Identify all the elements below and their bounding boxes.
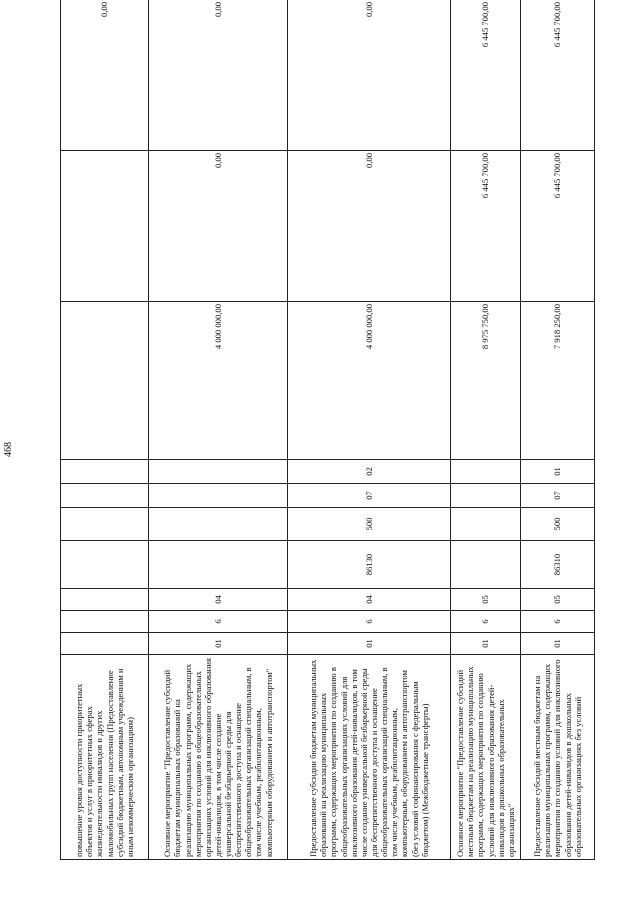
amount-1: 4 000 000,00 <box>288 302 451 460</box>
program-code: 01 <box>288 633 451 655</box>
section-code <box>451 484 521 508</box>
amount-2: 6 445 700,00 <box>521 151 595 302</box>
program-code: 01 <box>451 633 521 655</box>
row-description: Основное мероприятие "Предоставление субсидий бюджетам муниципальных образований на реализацию муниципальных программ, содержащих мероприятия по созданию в общеобразовательных организациях условий для инклюзивного образования детей-инвалидов, в том числе создание универсальной безбарьерной среды для беспрепятственного доступа и оснащение общеобразовательных организаций специальным, в том числе учебным, реабилитационным, компьютерным оборудованием и автотранспортом" <box>149 655 288 860</box>
direction-code <box>149 541 288 589</box>
section-code <box>149 484 288 508</box>
program-code: 01 <box>149 633 288 655</box>
section-code <box>61 484 149 508</box>
table-row <box>149 0 288 860</box>
activity-code: 04 <box>149 589 288 611</box>
activity-code: 05 <box>451 589 521 611</box>
amount-1: 7 918 250,00 <box>521 302 595 460</box>
row-description: повышение уровня доступности приоритетных объектов и услуг в приоритетных сферах жизнедеятельности инвалидов и других маломобильных групп населения (Предоставление субсидий бюджетным, автономным учреждениям и иным некоммерческим организациям) <box>61 655 149 860</box>
amount-2 <box>61 151 149 302</box>
table-row <box>451 0 521 860</box>
activity-code: 05 <box>521 589 595 611</box>
program-code <box>61 633 149 655</box>
direction-code <box>451 541 521 589</box>
expense-type-code <box>149 508 288 541</box>
direction-code: 86310 <box>521 541 595 589</box>
subsection-code <box>451 460 521 484</box>
expense-type-code: 500 <box>288 508 451 541</box>
row-description: Основное мероприятие "Предоставление субсидий местным бюджетам на реализацию муниципальных программ, содержащих мероприятия по созданию условий для инклюзивного образования детей-инвалидов в дошкольных образовательных организациях" <box>451 655 521 860</box>
subprogram-code <box>61 611 149 633</box>
subprogram-code: 6 <box>288 611 451 633</box>
expense-type-code: 500 <box>521 508 595 541</box>
amount-1 <box>61 302 149 460</box>
row-description: Предоставление субсидии бюджетам муниципальных образований на реализацию муниципальных программ, содержащих мероприятия по созданию в общеобразовательных организациях условий для инклюзивного образования детей-инвалидов, в том числе создание универсальной безбарьерной среды для беспрепятственного доступа и оснащение общеобразовательных организаций специальным, в том числе учебным, реабилитационным, компьютерным, оборудованием и автотранспортом (без условий софинансирования с федеральным бюджетом) (Межбюджетные трансферты) <box>288 655 451 860</box>
amount-1: 8 975 750,00 <box>451 302 521 460</box>
subprogram-code: 6 <box>149 611 288 633</box>
table-row <box>521 0 595 860</box>
expense-type-code <box>61 508 149 541</box>
amount-2: 0,00 <box>288 151 451 302</box>
amount-3: 0,00 <box>61 0 149 151</box>
direction-code: 86130 <box>288 541 451 589</box>
amount-2: 0,00 <box>149 151 288 302</box>
activity-code <box>61 589 149 611</box>
program-code: 01 <box>521 633 595 655</box>
amount-3: 0,00 <box>288 0 451 151</box>
subsection-code: 01 <box>521 460 595 484</box>
amount-1: 4 000 000,00 <box>149 302 288 460</box>
page-number: 468 <box>3 442 14 457</box>
row-description: Предоставление субсидий местным бюджетам на реализацию муниципальных программ, содержащих мероприятия по созданию условий для инклюзивного образования детей-инвалидов в дошкольных образовательных организациях без условий <box>521 655 595 860</box>
subsection-code <box>149 460 288 484</box>
subprogram-code: 6 <box>521 611 595 633</box>
subsection-code <box>61 460 149 484</box>
rotated-table-wrapper <box>60 0 583 860</box>
budget-table <box>60 0 595 860</box>
section-code: 07 <box>521 484 595 508</box>
table-row <box>61 0 149 860</box>
amount-3: 6 445 700,00 <box>451 0 521 151</box>
amount-3: 6 445 700,00 <box>521 0 595 151</box>
expense-type-code <box>451 508 521 541</box>
amount-2: 6 445 700,00 <box>451 151 521 302</box>
activity-code: 04 <box>288 589 451 611</box>
section-code: 07 <box>288 484 451 508</box>
amount-3: 0,00 <box>149 0 288 151</box>
table-row <box>288 0 451 860</box>
subprogram-code: 6 <box>451 611 521 633</box>
subsection-code: 02 <box>288 460 451 484</box>
direction-code <box>61 541 149 589</box>
